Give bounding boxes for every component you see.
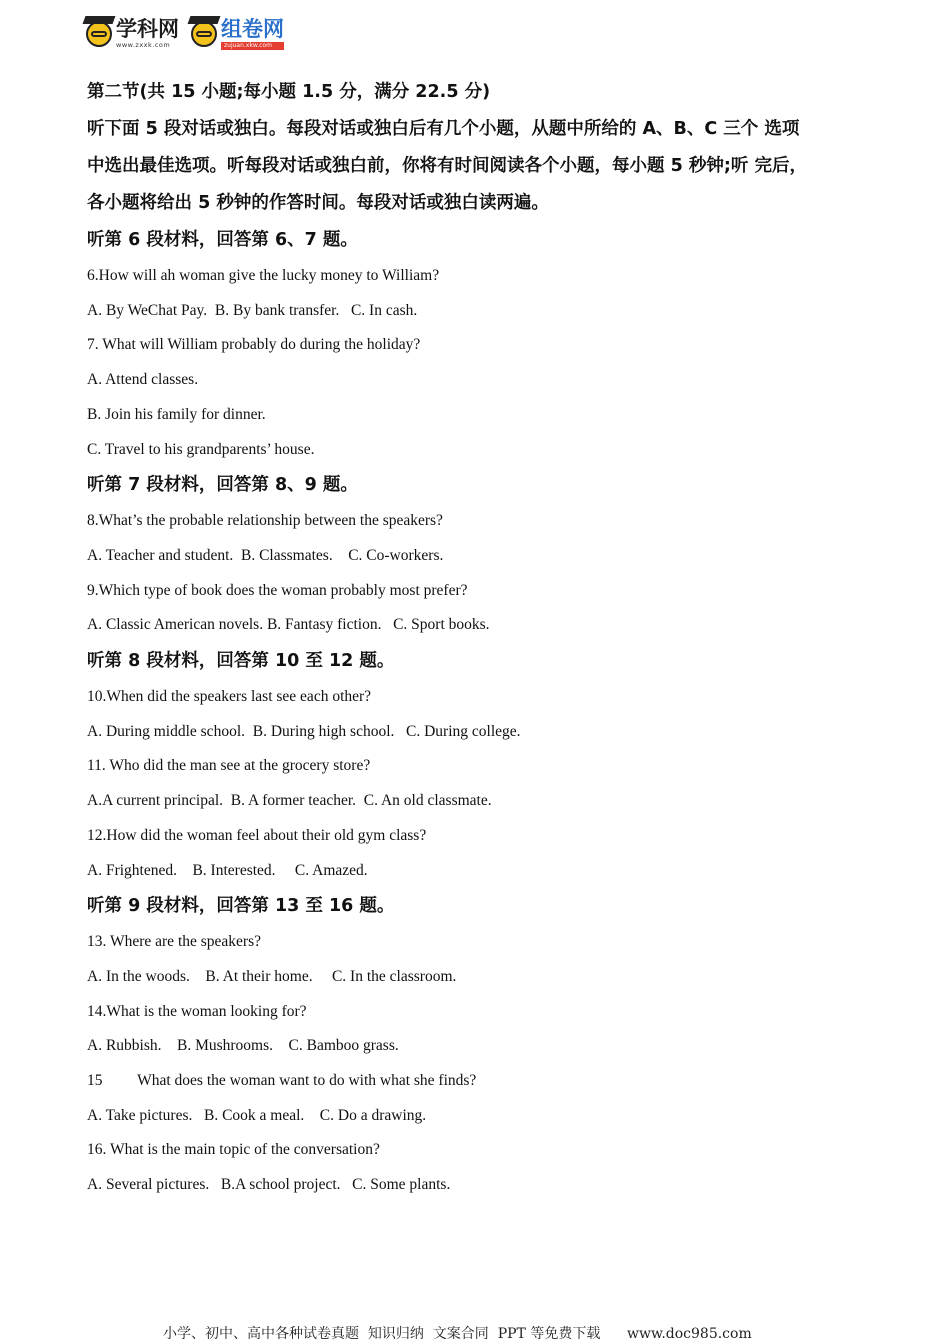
options-line: A. Rubbish. B. Mushrooms. C. Bamboo grass. xyxy=(87,1037,399,1055)
mascot-icon xyxy=(86,21,112,47)
options-line: B. Join his family for dinner. xyxy=(87,405,266,423)
logo1-text: 学科网 xyxy=(116,17,179,42)
logo2-text: 组卷网 xyxy=(221,16,284,41)
question-line: 9.Which type of book does the woman probably most prefer? xyxy=(87,581,468,599)
options-line: A. Take pictures. B. Cook a meal. C. Do a drawing. xyxy=(87,1106,427,1124)
options-line: A. Frightened. B. Interested. C. Amazed. xyxy=(87,861,368,879)
question-line: 11. Who did the man see at the grocery store? xyxy=(87,757,371,775)
instruction-line: 中选出最佳选项。听每段对话或独白前，你将有时间阅读各个小题，每小题 5 秒钟;听 完后， xyxy=(87,156,807,176)
logo2-sub: zujuan.xkw.com xyxy=(221,42,284,50)
zujuanwang-logo xyxy=(191,16,284,50)
footer-text: 小学、初中、高中各种试卷真题 知识归纳 文案合同 PPT 等免费下载 xyxy=(163,1326,601,1342)
question-line: 14.What is the woman looking for? xyxy=(87,1002,307,1020)
xuekewang-logo xyxy=(86,19,179,49)
footer-url[interactable]: www.doc985.com xyxy=(627,1326,752,1342)
question-line: 10.When did the speakers last see each other? xyxy=(87,688,372,706)
options-line: A. By WeChat Pay. B. By bank transfer. C. In cash. xyxy=(87,301,418,319)
question-line: 16. What is the main topic of the conversation? xyxy=(87,1141,380,1159)
options-line: A. Several pictures. B.A school project. C. Some plants. xyxy=(87,1176,451,1194)
instruction-line: 听下面 5 段对话或独白。每段对话或独白后有几个小题，从题中所给的 A、B、C 三个 选项 xyxy=(87,119,800,139)
document-body xyxy=(87,74,862,1203)
options-line: A. Classic American novels. B. Fantasy fiction. C. Sport books. xyxy=(87,616,490,634)
page-footer xyxy=(163,1323,752,1343)
question-line: 13. Where are the speakers? xyxy=(87,933,261,951)
options-line: A. Attend classes. xyxy=(87,371,199,389)
options-line: A. Teacher and student. B. Classmates. C. Co-workers. xyxy=(87,546,444,564)
question-line: 8.What’s the probable relationship between the speakers? xyxy=(87,512,443,530)
block-heading: 听第 8 段材料，回答第 10 至 12 题。 xyxy=(87,651,395,672)
instruction-line: 各小题将给出 5 秒钟的作答时间。每段对话或独白读两遍。 xyxy=(87,193,549,213)
question-line: 7. What will William probably do during the holiday? xyxy=(87,336,421,354)
options-line: C. Travel to his grandparents’ house. xyxy=(87,440,315,458)
block-heading: 听第 7 段材料，回答第 8、9 题。 xyxy=(87,475,358,496)
options-line: A. During middle school. B. During high school. C. During college. xyxy=(87,722,521,740)
logo1-sub: www.zxxk.com xyxy=(116,41,171,50)
options-line: A. In the woods. B. At their home. C. In the classroom. xyxy=(87,967,457,985)
question-line: 12.How did the woman feel about their old gym class? xyxy=(87,826,427,844)
block-heading: 听第 9 段材料，回答第 13 至 16 题。 xyxy=(87,896,395,917)
section-title: 第二节(共 15 小题;每小题 1.5 分，满分 22.5 分) xyxy=(87,82,491,102)
options-line: A.A current principal. B. A former teacher. C. An old classmate. xyxy=(87,792,492,810)
question-line: 15 What does the woman want to do with what she finds? xyxy=(87,1072,477,1090)
question-line: 6.How will ah woman give the lucky money to William? xyxy=(87,267,440,284)
mascot-icon xyxy=(191,21,217,47)
block-heading: 听第 6 段材料，回答第 6、7 题。 xyxy=(87,230,358,250)
header-logos xyxy=(86,12,296,56)
